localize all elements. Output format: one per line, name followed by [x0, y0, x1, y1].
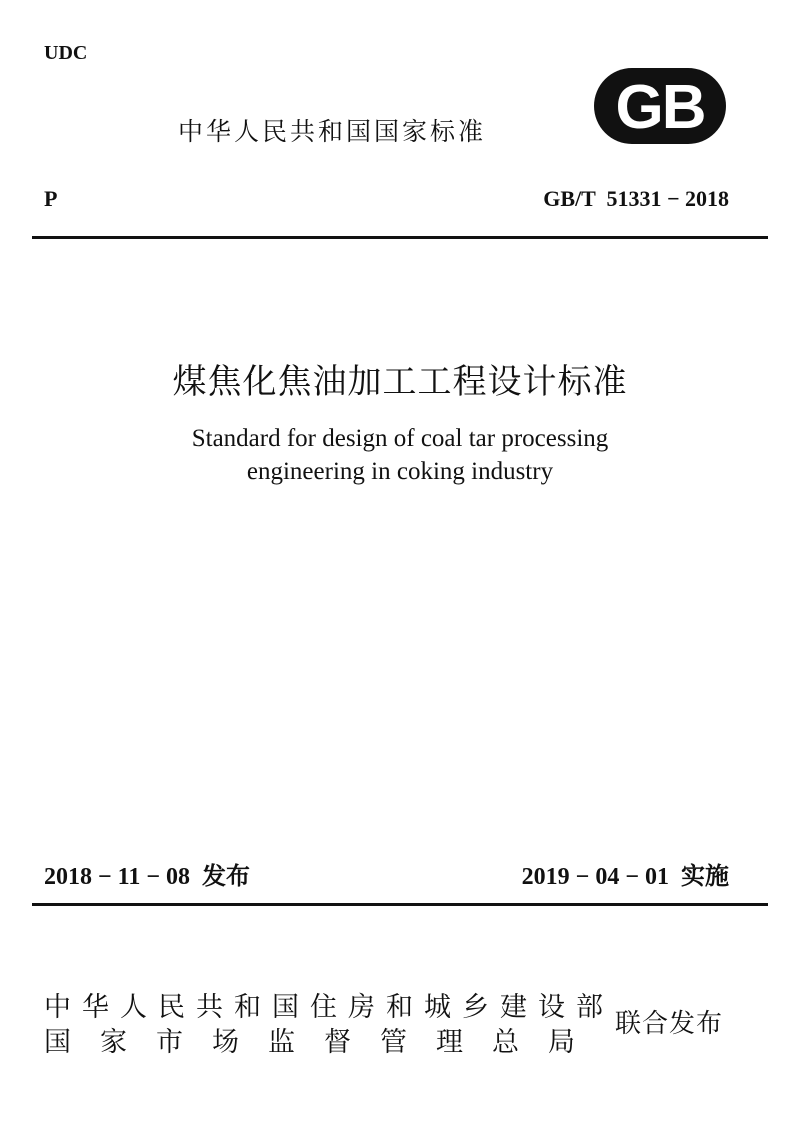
- issue-label: 发布: [202, 862, 251, 890]
- issue-date: 2018 − 11 − 08: [44, 864, 191, 890]
- implement-date: 2019 − 04 − 01: [521, 864, 669, 890]
- national-standard-heading: 中华人民共和国国家标准: [178, 117, 487, 146]
- implement-info: [522, 856, 729, 891]
- publisher-line2: 国家市场监督管理总局: [44, 1027, 604, 1058]
- title-english-line1: Standard for design of coal tar processing: [191, 425, 609, 452]
- publisher-line1: 中华人民共和国住房和城乡建设部: [44, 992, 614, 1023]
- implement-label: 实施: [681, 862, 729, 890]
- udc-label: UDC: [44, 42, 88, 64]
- standard-number: GB/T 51331 − 2018: [543, 186, 729, 211]
- bottom-divider: [32, 903, 768, 906]
- gb-logo: [592, 66, 728, 146]
- top-divider: [32, 236, 768, 239]
- joint-publish-label: 联合发布: [615, 1009, 724, 1039]
- title-chinese: 煤焦化焦油加工工程设计标准: [172, 362, 628, 402]
- category-code: P: [44, 186, 58, 211]
- title-english-line2: engineering in coking industry: [246, 458, 554, 485]
- issue-info: [44, 856, 250, 891]
- gb-logo-text: GB: [615, 73, 705, 142]
